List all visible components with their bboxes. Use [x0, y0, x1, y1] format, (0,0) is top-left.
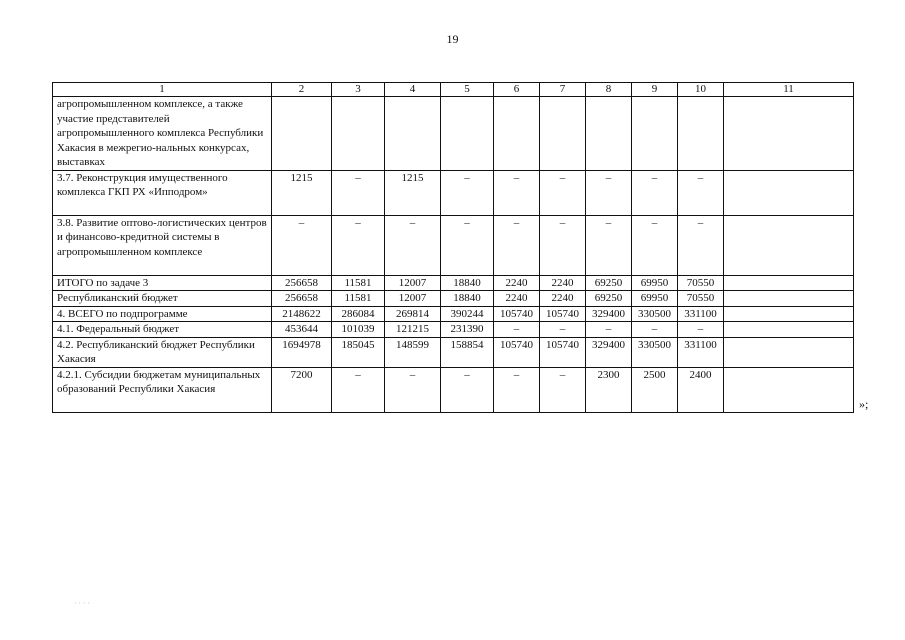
table-cell: –: [678, 215, 724, 275]
table-cell: –: [540, 170, 586, 215]
table-cell: –: [540, 367, 586, 412]
table-cell: 11581: [332, 275, 385, 291]
column-header-1: 1: [53, 83, 272, 97]
row-label: 3.7. Реконструкция имущественного комплекса ГКП РХ «Ипподром»: [53, 170, 272, 215]
table-cell: –: [586, 215, 632, 275]
table-cell: –: [332, 170, 385, 215]
row-label: ИТОГО по задаче 3: [53, 275, 272, 291]
table-cell: –: [494, 367, 540, 412]
column-header-3: 3: [332, 83, 385, 97]
table-cell: 2240: [540, 291, 586, 307]
row-label: 3.8. Развитие оптово-логистических центров и финансово-кредитной системы в агропромышленном комплексе: [53, 215, 272, 275]
column-header-6: 6: [494, 83, 540, 97]
table-cell: 269814: [385, 306, 441, 322]
table-cell: 11581: [332, 291, 385, 307]
table-cell: 70550: [678, 291, 724, 307]
table-cell: 329400: [586, 337, 632, 367]
header-row: [53, 83, 854, 97]
table-cell: [441, 97, 494, 171]
table-cell: –: [632, 215, 678, 275]
table-cell: 1215: [272, 170, 332, 215]
table-cell: 2240: [540, 275, 586, 291]
column-header-11: 11: [724, 83, 854, 97]
table-cell: 69950: [632, 275, 678, 291]
table-cell: –: [441, 170, 494, 215]
table-row: [53, 291, 854, 307]
table-cell: 453644: [272, 322, 332, 338]
table-cell: 18840: [441, 291, 494, 307]
column-header-7: 7: [540, 83, 586, 97]
table-cell: 331100: [678, 337, 724, 367]
table-cell: [632, 97, 678, 171]
table-cell: 331100: [678, 306, 724, 322]
table-cell: –: [441, 215, 494, 275]
scan-artifact: · · · ·: [74, 598, 90, 608]
table-cell: –: [632, 170, 678, 215]
table-cell: [678, 97, 724, 171]
table-cell: 69950: [632, 291, 678, 307]
table-cell: 12007: [385, 291, 441, 307]
table-row: [53, 97, 854, 171]
table-cell: –: [632, 322, 678, 338]
table-cell: –: [494, 322, 540, 338]
row-label: 4.1. Федеральный бюджет: [53, 322, 272, 338]
column-header-10: 10: [678, 83, 724, 97]
table-row: [53, 306, 854, 322]
row-label: 4.2. Республиканский бюджет Республики Хакасия: [53, 337, 272, 367]
table-cell: 330500: [632, 306, 678, 322]
budget-table: [52, 82, 854, 413]
table-cell: 158854: [441, 337, 494, 367]
table-row: [53, 367, 854, 412]
table-body: [53, 83, 854, 413]
table-cell: 7200: [272, 367, 332, 412]
table-cell: [494, 97, 540, 171]
table-cell: 185045: [332, 337, 385, 367]
table-cell: 148599: [385, 337, 441, 367]
table-cell: 69250: [586, 291, 632, 307]
table-cell: 256658: [272, 275, 332, 291]
table-cell: 69250: [586, 275, 632, 291]
table-cell: [724, 306, 854, 322]
page-number: 19: [446, 32, 459, 46]
table-cell: [724, 337, 854, 367]
row-label: агропромышленном комплексе, а также участие представителей агропромышленного комплекса Республики Хакасия в межрегио-нальных конкурсах, выставках: [53, 97, 272, 171]
table-cell: 12007: [385, 275, 441, 291]
column-header-9: 9: [632, 83, 678, 97]
table-cell: 18840: [441, 275, 494, 291]
row-label: 4.2.1. Субсидии бюджетам муниципальных образований Республики Хакасия: [53, 367, 272, 412]
table-cell: 286084: [332, 306, 385, 322]
table-cell: –: [586, 322, 632, 338]
table-cell: [385, 97, 441, 171]
table-cell: 256658: [272, 291, 332, 307]
table-cell: –: [385, 367, 441, 412]
table-cell: 231390: [441, 322, 494, 338]
table-cell: 70550: [678, 275, 724, 291]
table-cell: [724, 97, 854, 171]
table-cell: –: [494, 215, 540, 275]
table-cell: 2500: [632, 367, 678, 412]
column-header-4: 4: [385, 83, 441, 97]
table-cell: [724, 322, 854, 338]
table-row: [53, 322, 854, 338]
table-cell: –: [678, 322, 724, 338]
table-cell: [332, 97, 385, 171]
table-cell: –: [540, 215, 586, 275]
table-cell: [272, 97, 332, 171]
table-cell: –: [272, 215, 332, 275]
table-cell: 390244: [441, 306, 494, 322]
table-cell: –: [385, 215, 441, 275]
table-cell: [724, 275, 854, 291]
table-cell: –: [678, 170, 724, 215]
column-header-5: 5: [441, 83, 494, 97]
table-cell: 2148622: [272, 306, 332, 322]
table-cell: 105740: [540, 306, 586, 322]
table-row: [53, 215, 854, 275]
table-cell: [724, 215, 854, 275]
table-cell: –: [494, 170, 540, 215]
table-cell: 329400: [586, 306, 632, 322]
table-cell: [724, 367, 854, 412]
table-row: [53, 170, 854, 215]
table-cell: 2240: [494, 291, 540, 307]
table-cell: [724, 170, 854, 215]
table-cell: 1694978: [272, 337, 332, 367]
table-cell: 101039: [332, 322, 385, 338]
table-cell: –: [441, 367, 494, 412]
row-label: 4. ВСЕГО по подпрограмме: [53, 306, 272, 322]
table-cell: [724, 291, 854, 307]
table-cell: 105740: [540, 337, 586, 367]
closing-quote-mark: »;: [859, 397, 869, 411]
table-cell: 121215: [385, 322, 441, 338]
table-cell: 105740: [494, 337, 540, 367]
table-cell: 2240: [494, 275, 540, 291]
table-row: [53, 337, 854, 367]
table-cell: –: [332, 367, 385, 412]
table-cell: –: [540, 322, 586, 338]
table-row: [53, 275, 854, 291]
table-cell: [540, 97, 586, 171]
table-cell: 2300: [586, 367, 632, 412]
row-label: Республиканский бюджет: [53, 291, 272, 307]
table-cell: –: [586, 170, 632, 215]
table-cell: [586, 97, 632, 171]
table-cell: 2400: [678, 367, 724, 412]
table-cell: 105740: [494, 306, 540, 322]
table-cell: 1215: [385, 170, 441, 215]
column-header-2: 2: [272, 83, 332, 97]
table-cell: –: [332, 215, 385, 275]
column-header-8: 8: [586, 83, 632, 97]
table-cell: 330500: [632, 337, 678, 367]
